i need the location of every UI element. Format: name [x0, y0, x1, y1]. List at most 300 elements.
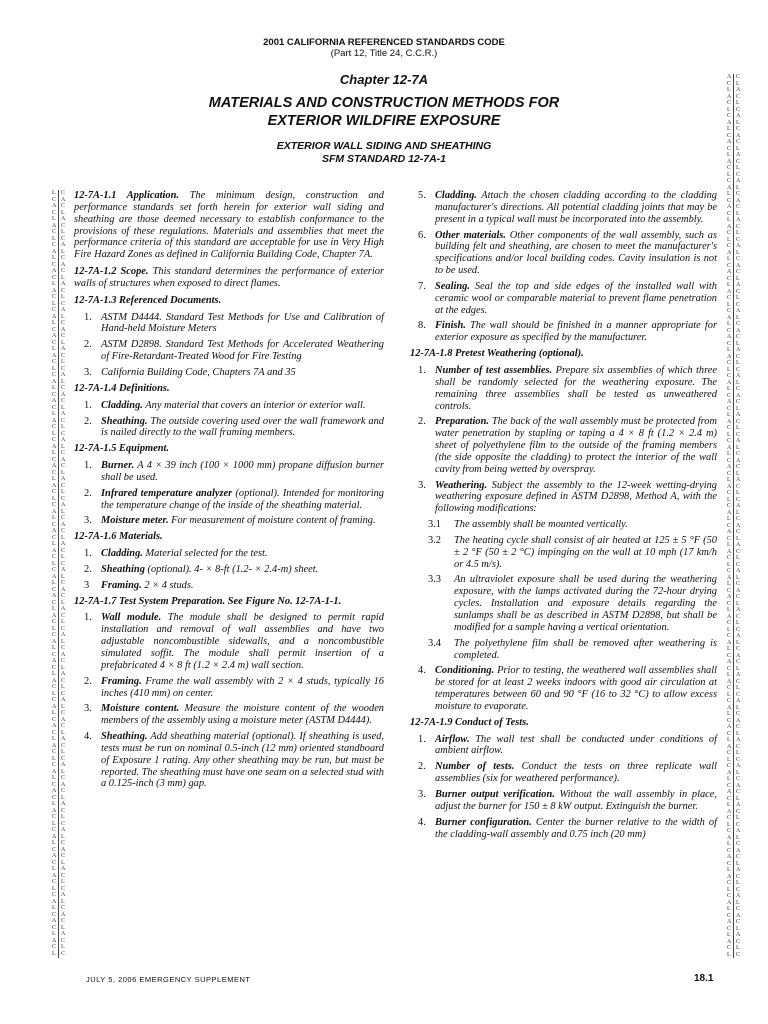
item-number: 3.	[84, 366, 92, 378]
margin-letter: C	[61, 677, 66, 684]
margin-letter: C	[61, 450, 66, 456]
margin-letter: L	[61, 729, 65, 736]
margin-letter: L	[52, 931, 56, 937]
margin-letter: L	[727, 366, 731, 373]
margin-letter: A	[52, 677, 57, 684]
margin-letter: A	[736, 522, 741, 529]
margin-letter: A	[727, 288, 732, 295]
margin-letter: C	[736, 386, 741, 392]
item-number: 3.	[418, 479, 426, 491]
margin-letter: A	[736, 672, 741, 678]
margin-letter: A	[727, 483, 732, 490]
list-item	[418, 281, 717, 317]
item-text: Subject the assembly to the 12-week wetting-drying weathering exposure defined in ASTM D2898, Method A, with the following modifications:	[435, 479, 717, 515]
item-text: For measurement of moisture content of framing.	[168, 515, 376, 527]
running-header	[0, 37, 768, 59]
margin-letter: L	[52, 580, 56, 586]
margin-letter: A	[727, 613, 732, 620]
margin-letter: A	[61, 911, 66, 918]
list-item	[84, 731, 384, 790]
margin-letter: C	[61, 658, 66, 664]
margin-letter: C	[736, 321, 741, 327]
item-text: California Building Code, Chapters 7A and 35	[101, 366, 296, 378]
margin-letter: C	[52, 274, 57, 281]
item-term: Airflow.	[435, 733, 470, 745]
margin-letter: C	[61, 385, 66, 391]
margin-letter: L	[736, 620, 740, 626]
margin-letter: C	[61, 287, 66, 294]
item-term: Conditioning.	[435, 665, 495, 677]
margin-letter: L	[61, 924, 65, 931]
margin-letter: A	[52, 248, 57, 255]
margin-letter: C	[52, 781, 57, 788]
margin-letter: A	[61, 651, 66, 658]
margin-letter: C	[736, 873, 741, 880]
margin-letter: C	[727, 132, 732, 139]
margin-letter: L	[727, 256, 731, 262]
item-term: Framing.	[101, 579, 142, 591]
chapter-title	[0, 94, 768, 130]
margin-letter: A	[736, 932, 741, 938]
list-item	[84, 676, 384, 700]
margin-letter: A	[736, 698, 741, 704]
margin-letter: C	[61, 690, 66, 697]
margin-letter: L	[727, 542, 731, 548]
margin-letter: C	[727, 847, 732, 854]
margin-letter: L	[52, 346, 56, 352]
margin-letter: L	[736, 880, 740, 886]
margin-letter: A	[727, 158, 732, 165]
margin-letter: A	[727, 119, 732, 126]
chapter-number: Chapter 12-7A	[339, 72, 429, 87]
margin-letter: L	[52, 216, 56, 222]
margin-letter: C	[727, 275, 732, 282]
margin-letter: C	[727, 587, 732, 594]
margin-letter: A	[61, 892, 66, 898]
margin-letter: A	[727, 743, 732, 750]
margin-letter: L	[61, 898, 65, 905]
margin-letter: C	[736, 223, 741, 230]
margin-letter: C	[727, 880, 732, 886]
margin-letter: L	[727, 301, 731, 308]
margin-letter: L	[61, 378, 65, 385]
item-term: Cladding.	[101, 548, 143, 560]
item-term: Sheathing	[101, 563, 145, 575]
margin-letter: C	[736, 288, 741, 295]
margin-letter: A	[736, 197, 741, 204]
margin-letter: L	[61, 469, 65, 476]
margin-letter: C	[736, 139, 741, 145]
margin-letter: A	[61, 437, 66, 443]
margin-letter: L	[727, 451, 731, 457]
margin-letter: L	[736, 444, 740, 451]
margin-letter: L	[727, 171, 731, 178]
margin-letter: A	[61, 736, 66, 742]
margin-letter: C	[52, 697, 57, 703]
margin-letter: L	[61, 274, 65, 281]
margin-letter: A	[52, 742, 57, 749]
sub-item-number: 3.1	[428, 519, 441, 531]
margin-letter: C	[727, 717, 732, 724]
margin-letter: A	[736, 243, 741, 249]
item-number: 1.	[84, 311, 92, 323]
margin-letter: L	[736, 405, 740, 412]
margin-letter: A	[736, 347, 741, 353]
item-number: 2.	[84, 415, 92, 427]
margin-letter: A	[52, 222, 57, 229]
margin-letter: C	[52, 502, 57, 508]
item-text: Measure the moisture content of the wooden members of the assembly using a moisture meter (ASTM D4444).	[101, 703, 385, 727]
margin-letter: A	[736, 308, 741, 314]
item-text: Material selected for the test.	[142, 548, 268, 560]
margin-letter: A	[736, 178, 741, 184]
margin-letter: L	[61, 794, 65, 801]
list-item	[84, 548, 384, 560]
list-item	[418, 761, 717, 785]
margin-letter: A	[736, 152, 741, 158]
margin-letter: C	[736, 353, 741, 360]
margin-letter: A	[736, 912, 741, 919]
margin-letter: A	[736, 503, 741, 509]
margin-letter: L	[52, 495, 56, 502]
margin-letter: A	[52, 593, 57, 599]
list-item	[84, 564, 384, 576]
item-term: Cladding.	[101, 399, 143, 411]
item-number: 6.	[418, 229, 426, 241]
margin-letter: L	[727, 776, 731, 782]
margin-letter: C	[61, 235, 66, 242]
item-number: 2.	[84, 487, 92, 499]
margin-letter: L	[727, 126, 731, 132]
margin-letter: C	[52, 892, 57, 898]
margin-letter: C	[52, 827, 57, 833]
margin-letter: A	[61, 671, 66, 677]
margin-letter: C	[736, 334, 741, 340]
margin-change-marks-left-inner	[61, 190, 65, 957]
margin-letter: A	[736, 828, 741, 834]
item-text: Attach the chosen cladding according to the cladding manufacturer's directions. All potential cladding joints that may be present in a typical wall must be incorporated into the assembly.	[435, 190, 717, 225]
margin-letter: A	[736, 763, 741, 769]
margin-letter: A	[52, 287, 57, 294]
list-item	[418, 230, 717, 277]
margin-letter: C	[61, 593, 66, 599]
margin-letter: A	[727, 418, 732, 425]
margin-letter: C	[727, 652, 732, 659]
section-heading: 12-7A-1.1 Application.	[74, 190, 179, 201]
margin-letter: A	[61, 411, 66, 417]
margin-letter: A	[52, 203, 57, 209]
margin-change-marks-left	[52, 190, 56, 957]
margin-letter: C	[727, 262, 732, 269]
margin-letter: L	[52, 255, 56, 261]
margin-letter: C	[52, 632, 57, 638]
item-term: Burner.	[101, 460, 135, 472]
margin-letter: A	[727, 919, 732, 925]
section-heading-test-system-preparation: 12-7A-1.7 Test System Preparation. See Figure No. 12-7A-1-1.	[74, 595, 342, 607]
margin-letter: A	[52, 378, 57, 385]
sub-item-text: An ultraviolet exposure shall be used during the weathering exposure, with the lamps activated during the 72-hour drying cycles. Installation and exposure details regarding the sunlamps shall be as described in ASTM D2898, but shall be modified for a sample having a vertical orientation.	[454, 574, 717, 633]
chapter-subtitle-line-2: SFM STANDARD 12-7A-1	[321, 153, 447, 165]
margin-letter: L	[727, 626, 731, 633]
item-number: 1.	[84, 460, 92, 472]
margin-letter: A	[727, 938, 732, 945]
section-scope	[74, 266, 384, 290]
margin-letter: A	[52, 443, 57, 450]
margin-letter: C	[727, 763, 732, 769]
item-term: Other materials.	[435, 229, 507, 241]
margin-letter: C	[61, 885, 66, 892]
margin-letter: C	[52, 814, 57, 820]
margin-letter: C	[52, 567, 57, 573]
margin-letter: L	[61, 859, 65, 866]
margin-letter: L	[727, 691, 731, 698]
margin-letter: L	[52, 560, 56, 567]
section-heading-definitions: 12-7A-1.4 Definitions.	[74, 382, 170, 394]
margin-letter: C	[52, 859, 57, 866]
margin-letter: L	[52, 385, 56, 391]
section-heading-equipment: 12-7A-1.5 Equipment.	[74, 443, 169, 455]
margin-letter: L	[727, 951, 731, 958]
margin-rule-left	[58, 190, 59, 958]
margin-letter: C	[61, 645, 66, 651]
margin-letter: C	[61, 430, 66, 437]
item-term: Weathering.	[435, 479, 488, 491]
margin-letter: C	[61, 417, 66, 424]
margin-letter: L	[736, 145, 740, 152]
margin-letter: A	[61, 456, 66, 463]
margin-letter: A	[736, 717, 741, 724]
margin-letter: C	[727, 600, 732, 607]
margin-letter: C	[727, 405, 732, 412]
margin-letter: L	[736, 340, 740, 347]
margin-letter: A	[727, 444, 732, 451]
margin-letter: C	[736, 743, 741, 750]
margin-letter: C	[736, 789, 741, 795]
item-number: 5.	[418, 190, 426, 201]
section-heading: 12-7A-1.2 Scope.	[74, 266, 149, 278]
margin-letter: C	[52, 456, 57, 463]
item-text: Center the burner relative to the width of the cladding-wall assembly and 0.75 inch (20 mm)	[435, 816, 717, 840]
item-number: 3.	[418, 788, 426, 800]
margin-letter: C	[52, 684, 57, 690]
margin-letter: C	[727, 145, 732, 152]
margin-letter: C	[727, 665, 732, 672]
margin-letter: C	[52, 326, 57, 333]
margin-letter: A	[61, 762, 66, 768]
margin-letter: L	[727, 932, 731, 938]
margin-letter: C	[61, 755, 66, 762]
margin-letter: A	[61, 781, 66, 788]
margin-letter: A	[52, 658, 57, 664]
margin-letter: L	[61, 833, 65, 840]
margin-letter: C	[727, 490, 732, 496]
margin-letter: A	[736, 607, 741, 613]
margin-letter: C	[52, 339, 57, 346]
margin-letter: C	[727, 795, 732, 802]
margin-letter: L	[52, 625, 56, 632]
margin-letter: C	[61, 320, 66, 326]
margin-letter: C	[61, 905, 66, 911]
margin-letter: L	[61, 684, 65, 690]
margin-letter: C	[61, 612, 66, 619]
chapter-title-line-2: EXTERIOR WILDFIRE EXPOSURE	[267, 113, 501, 129]
margin-letter: A	[61, 521, 66, 528]
list-item	[84, 703, 384, 727]
margin-letter: C	[736, 158, 741, 165]
margin-letter: A	[736, 652, 741, 659]
margin-letter: C	[61, 950, 66, 957]
margin-letter: C	[52, 846, 57, 853]
margin-letter: A	[52, 853, 57, 859]
margin-letter: A	[52, 872, 57, 879]
margin-letter: C	[52, 924, 57, 931]
margin-letter: L	[52, 281, 56, 287]
margin-letter: C	[61, 300, 66, 307]
margin-letter: C	[727, 243, 732, 249]
margin-letter: A	[52, 723, 57, 729]
margin-letter: C	[736, 256, 741, 262]
margin-letter: L	[727, 711, 731, 717]
margin-letter: A	[727, 509, 732, 516]
list-item	[418, 734, 717, 758]
margin-letter: L	[52, 606, 56, 612]
margin-letter: L	[61, 638, 65, 645]
margin-letter: C	[61, 775, 66, 781]
margin-letter: A	[727, 249, 732, 256]
margin-letter: C	[727, 210, 732, 217]
margin-letter: C	[727, 340, 732, 347]
margin-letter: A	[727, 724, 732, 730]
margin-letter: C	[61, 190, 66, 196]
margin-letter: A	[736, 392, 741, 399]
item-text: (optional). 4- × 8-ft (1.2- × 2.4-m) sheet.	[144, 563, 319, 575]
margin-letter: L	[52, 690, 56, 697]
margin-letter: A	[727, 854, 732, 860]
list-item	[84, 400, 384, 412]
list-item	[418, 416, 717, 475]
item-term: Moisture content.	[101, 703, 180, 715]
list-item	[84, 312, 384, 336]
margin-letter: A	[52, 528, 57, 534]
margin-letter: A	[52, 417, 57, 424]
margin-letter: C	[736, 74, 741, 80]
margin-letter: A	[61, 476, 66, 482]
margin-letter: A	[736, 542, 741, 548]
margin-letter: A	[52, 268, 57, 274]
margin-letter: A	[727, 704, 732, 711]
margin-letter: A	[61, 632, 66, 638]
item-number: 4.	[418, 816, 426, 828]
margin-letter: A	[736, 568, 741, 574]
margin-letter: A	[736, 87, 741, 93]
margin-letter: C	[736, 594, 741, 600]
margin-letter: L	[52, 411, 56, 417]
margin-letter: C	[736, 301, 741, 308]
margin-letter: C	[52, 196, 57, 203]
margin-letter: A	[727, 873, 732, 880]
list-item	[418, 190, 717, 226]
margin-letter: C	[52, 209, 57, 216]
margin-letter: C	[727, 893, 732, 899]
margin-letter: A	[52, 768, 57, 775]
item-text: Conduct the tests on three replicate wall assemblies (six for weathered performance).	[435, 761, 717, 785]
margin-letter: C	[727, 457, 732, 464]
chapter-title-line-1: MATERIALS AND CONSTRUCTION METHODS FOR	[208, 95, 560, 111]
margin-letter: A	[61, 216, 66, 222]
sub-item	[428, 638, 717, 662]
margin-letter: C	[61, 723, 66, 729]
margin-letter: C	[736, 854, 741, 860]
margin-letter: C	[61, 528, 66, 534]
margin-letter: C	[727, 828, 732, 834]
margin-letter: L	[727, 321, 731, 327]
margin-letter: L	[61, 424, 65, 430]
margin-letter: C	[727, 373, 732, 379]
margin-letter: C	[736, 808, 741, 815]
item-number: 2.	[84, 339, 92, 351]
margin-letter: L	[736, 100, 740, 106]
list-item	[84, 612, 384, 671]
margin-letter: C	[727, 308, 732, 314]
margin-letter: C	[736, 516, 741, 522]
margin-letter: A	[52, 573, 57, 580]
margin-letter: A	[61, 346, 66, 352]
sub-item-text: The polyethylene film shall be removed after weathering is completed.	[454, 637, 717, 661]
margin-letter: L	[727, 516, 731, 522]
item-term: Sheathing.	[101, 415, 148, 427]
margin-letter: L	[736, 230, 740, 236]
margin-letter: L	[727, 347, 731, 353]
margin-letter: C	[727, 555, 732, 561]
sub-item-number: 3.4	[428, 637, 441, 649]
margin-letter: C	[52, 229, 57, 235]
margin-letter: C	[736, 106, 741, 113]
item-number: 4.	[418, 665, 426, 677]
item-term: Number of tests.	[435, 761, 515, 773]
margin-letter: C	[727, 782, 732, 789]
margin-letter: L	[736, 899, 740, 906]
margin-letter: L	[52, 190, 56, 196]
margin-letter: A	[727, 769, 732, 776]
item-text: ASTM D4444. Standard Test Methods for Use and Calibration of Hand-held Moisture Meters	[101, 311, 384, 335]
list-item	[84, 416, 384, 440]
item-term: Sealing.	[435, 280, 470, 292]
margin-letter: C	[727, 912, 732, 919]
margin-letter: L	[61, 814, 65, 820]
margin-letter: C	[52, 242, 57, 248]
margin-letter: A	[736, 847, 741, 854]
margin-letter: C	[52, 489, 57, 495]
margin-letter: L	[736, 210, 740, 217]
margin-letter: A	[61, 326, 66, 333]
margin-letter: A	[61, 931, 66, 937]
item-number: 4.	[84, 731, 92, 743]
code-title: 2001 CALIFORNIA REFERENCED STANDARDS CODE	[263, 37, 505, 48]
margin-letter: A	[61, 846, 66, 853]
sub-item-text: The assembly shall be mounted vertically.	[454, 519, 628, 531]
sub-item	[428, 519, 717, 531]
margin-letter: C	[61, 398, 66, 404]
margin-letter: A	[727, 184, 732, 191]
margin-letter: C	[727, 327, 732, 334]
margin-letter: L	[736, 639, 740, 646]
margin-letter: C	[61, 515, 66, 521]
margin-letter: C	[736, 529, 741, 535]
margin-letter: C	[727, 730, 732, 737]
margin-letter: C	[52, 534, 57, 541]
margin-letter: A	[52, 313, 57, 320]
item-term: Wall module.	[101, 612, 162, 624]
